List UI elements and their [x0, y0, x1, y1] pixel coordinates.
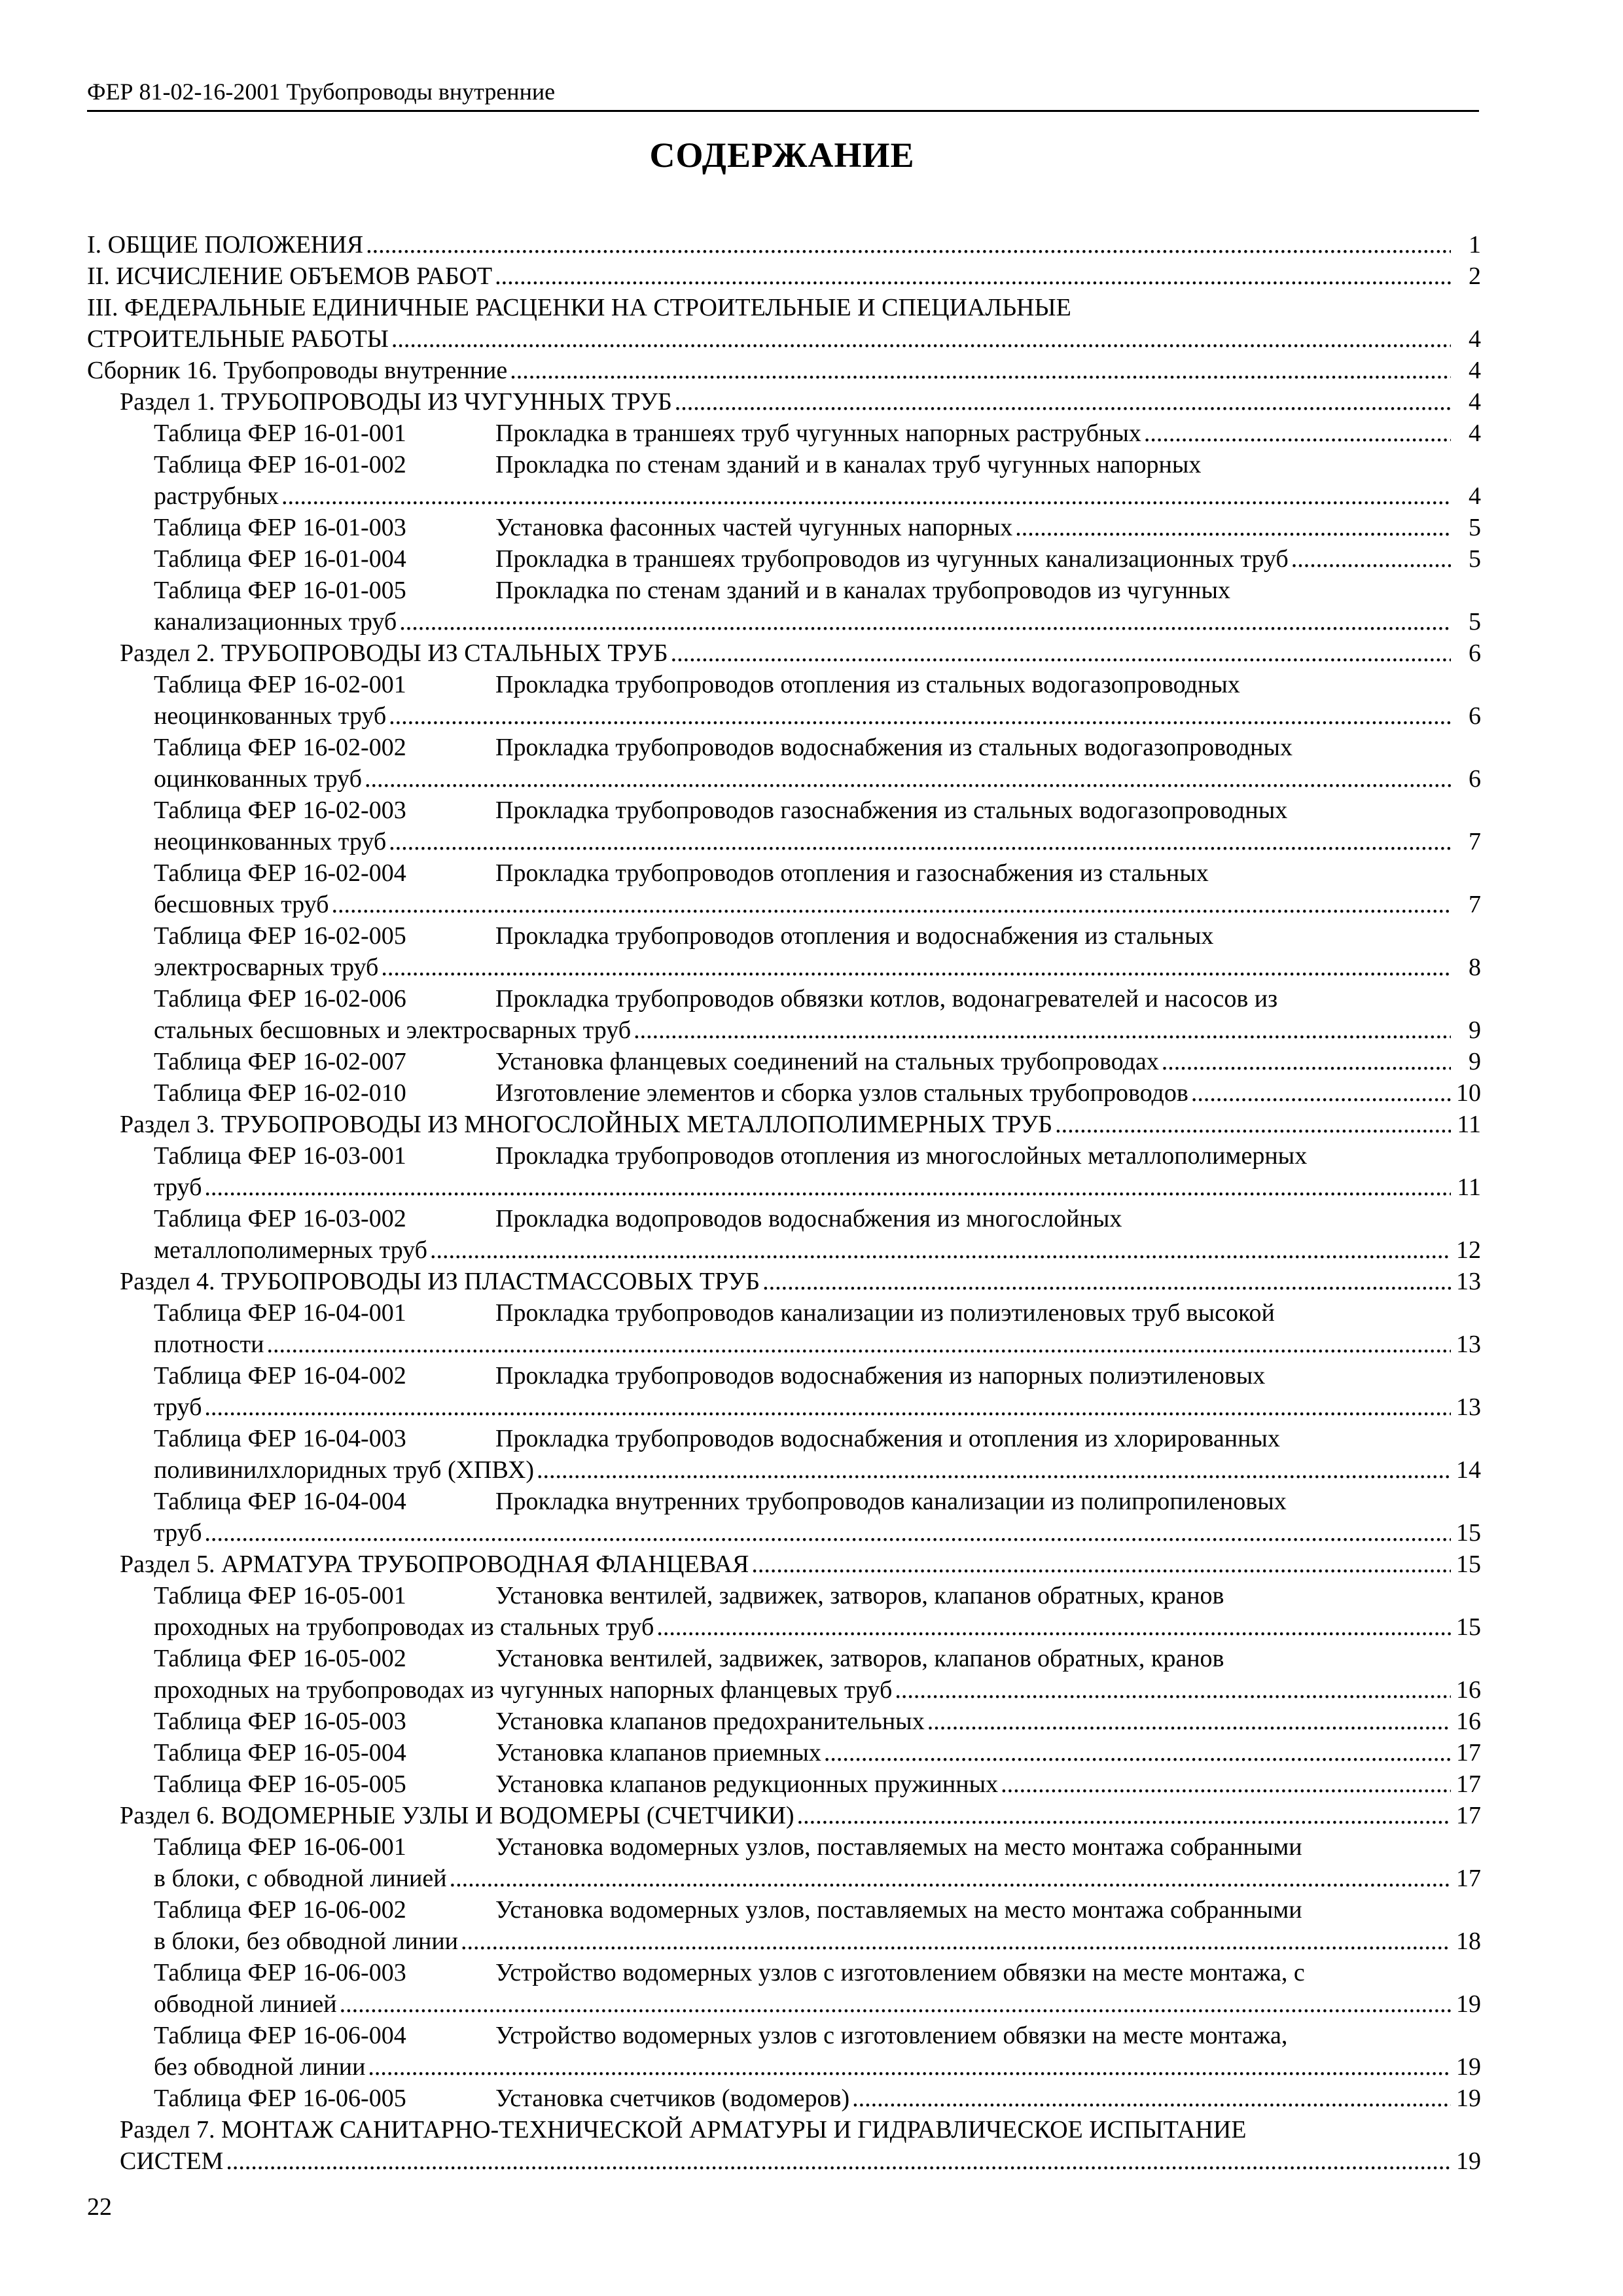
- toc-entry-line: [154, 606, 1481, 637]
- dot-leader: [762, 1266, 1451, 1297]
- dot-leader: [366, 229, 1451, 260]
- toc-table-code: Таблица ФЕР 16-02-003: [154, 797, 406, 824]
- toc-page-number: 15: [1456, 1519, 1481, 1547]
- toc-entry-title: Установка клапанов приемных: [495, 1739, 821, 1767]
- toc-entry-title: без обводной линии: [154, 2053, 366, 2081]
- toc-page-number: 8: [1469, 954, 1481, 981]
- toc-entry-line: [154, 1234, 1481, 1266]
- toc-entry-title: Установка фланцевых соединений на стальных трубопроводах: [495, 1048, 1159, 1075]
- toc-entry-title: Прокладка трубопроводов водоснабжения и отопления из хлорированных: [495, 1425, 1280, 1452]
- toc-entry: [87, 669, 1481, 732]
- toc-entry-title: Установка водомерных узлов, поставляемых на место монтажа собранными: [495, 1896, 1302, 1924]
- dot-leader: [204, 1517, 1451, 1549]
- toc-entry: [87, 1266, 1481, 1297]
- dot-leader: [1291, 543, 1451, 575]
- toc-entry-line: [120, 1549, 1481, 1580]
- toc-entry-title: Прокладка по стенам зданий и в каналах труб чугунных напорных: [495, 451, 1202, 478]
- toc-table-code: Таблица ФЕР 16-02-005: [154, 922, 406, 950]
- toc-table-code: Таблица ФЕР 16-03-001: [154, 1142, 406, 1170]
- toc-page-number: 4: [1469, 388, 1481, 416]
- toc-page-number: 19: [1456, 2147, 1481, 2175]
- toc-entry: [87, 418, 1481, 449]
- table-of-contents: [87, 229, 1481, 2177]
- page-title: СОДЕРЖАНИЕ: [649, 135, 915, 175]
- toc-table-code: Таблица ФЕР 16-02-010: [154, 1079, 406, 1107]
- toc-entry-title: Установка клапанов редукционных пружинных: [495, 1770, 999, 1798]
- dot-leader: [751, 1549, 1451, 1580]
- toc-entry: [87, 2020, 1481, 2083]
- toc-table-code: Таблица ФЕР 16-05-004: [154, 1739, 406, 1767]
- toc-page-number: 18: [1456, 1928, 1481, 1955]
- toc-entry: [87, 1957, 1481, 2020]
- toc-page-number: 4: [1469, 357, 1481, 384]
- toc-entry-title: обводной линией: [154, 1990, 337, 2018]
- toc-entry: [87, 1831, 1481, 1894]
- toc-entry-title: Прокладка трубопроводов водоснабжения из напорных полиэтиленовых: [495, 1362, 1266, 1390]
- toc-table-code: Таблица ФЕР 16-06-003: [154, 1959, 406, 1986]
- dot-leader: [1001, 1768, 1451, 1800]
- dot-leader: [204, 1391, 1451, 1423]
- toc-entry-line: [154, 1486, 1481, 1517]
- toc-entry-title: СИСТЕМ: [120, 2147, 224, 2175]
- toc-entry: [87, 292, 1481, 355]
- running-header: ФЕР 81-02-16-2001 Трубопроводы внутренние: [87, 73, 1479, 112]
- toc-table-code: Таблица ФЕР 16-01-005: [154, 577, 406, 604]
- toc-entry-title: Установка счетчиков (водомеров): [495, 2085, 850, 2112]
- toc-page-number: 4: [1469, 482, 1481, 510]
- toc-page-number: 10: [1456, 1079, 1481, 1107]
- toc-entry: [87, 1768, 1481, 1800]
- toc-page-number: 19: [1456, 1990, 1481, 2018]
- toc-entry-title: Прокладка трубопроводов водоснабжения из стальных водогазопроводных: [495, 734, 1293, 761]
- toc-entry-line: [154, 2051, 1481, 2083]
- toc-entry-title: Прокладка трубопроводов канализации из полиэтиленовых труб высокой: [495, 1299, 1275, 1327]
- toc-entry-title: Прокладка в траншеях трубопроводов из чугунных канализационных труб: [495, 545, 1289, 573]
- toc-entry-line: [154, 1580, 1481, 1611]
- toc-entry: [87, 920, 1481, 983]
- toc-page-number: 1: [1469, 231, 1481, 259]
- toc-entry-title: Сборник 16. Трубопроводы внутренние: [87, 357, 508, 384]
- toc-table-code: Таблица ФЕР 16-06-004: [154, 2022, 406, 2049]
- toc-table-code: Таблица ФЕР 16-01-004: [154, 545, 406, 573]
- toc-table-code: Таблица ФЕР 16-02-002: [154, 734, 406, 761]
- toc-entry: [87, 1643, 1481, 1706]
- toc-entry: [87, 512, 1481, 543]
- toc-entry-line: [154, 1360, 1481, 1391]
- dot-leader: [510, 355, 1451, 386]
- toc-table-code: Таблица ФЕР 16-04-001: [154, 1299, 406, 1327]
- toc-entry-line: [154, 1926, 1481, 1957]
- toc-entry-line: [120, 1266, 1481, 1297]
- dot-leader: [495, 260, 1451, 292]
- toc-entry-title: Прокладка трубопроводов отопления и газоснабжения из стальных: [495, 859, 1209, 887]
- toc-entry-line: [154, 1077, 1481, 1109]
- toc-page-number: 9: [1469, 1048, 1481, 1075]
- toc-page-number: 13: [1456, 1331, 1481, 1358]
- toc-entry-line: [154, 1517, 1481, 1549]
- toc-entry-title: Прокладка трубопроводов газоснабжения из стальных водогазопроводных: [495, 797, 1288, 824]
- toc-entry-title: Устройство водомерных узлов с изготовлением обвязки на месте монтажа,: [495, 2022, 1288, 2049]
- toc-entry-title: Раздел 1. ТРУБОПРОВОДЫ ИЗ ЧУГУННЫХ ТРУБ: [120, 388, 672, 416]
- dot-leader: [927, 1706, 1451, 1737]
- toc-entry-line: [154, 1140, 1481, 1172]
- toc-entry-line: [154, 1831, 1481, 1863]
- toc-entry-title: Установка вентилей, задвижек, затворов, клапанов обратных, кранов: [495, 1582, 1224, 1609]
- toc-entry-line: [154, 920, 1481, 952]
- dot-leader: [824, 1737, 1451, 1768]
- toc-entry-title: электросварных труб: [154, 954, 379, 981]
- toc-entry-line: [154, 1706, 1481, 1737]
- toc-entry-line: [154, 1768, 1481, 1800]
- toc-entry-line: [154, 1014, 1481, 1046]
- dot-leader: [1015, 512, 1451, 543]
- toc-entry-line: [154, 1423, 1481, 1454]
- dot-leader: [389, 826, 1451, 857]
- toc-table-code: Таблица ФЕР 16-01-003: [154, 514, 406, 541]
- toc-entry-title: Прокладка внутренних трубопроводов канализации из полипропиленовых: [495, 1488, 1287, 1515]
- dot-leader: [399, 606, 1451, 637]
- toc-entry-title: Установка водомерных узлов, поставляемых на место монтажа собранными: [495, 1833, 1302, 1861]
- toc-page-number: 7: [1469, 828, 1481, 855]
- toc-entry-line: [87, 229, 1481, 260]
- dot-leader: [381, 952, 1451, 983]
- toc-entry-line: [87, 323, 1481, 355]
- toc-page-number: 19: [1456, 2085, 1481, 2112]
- toc-entry-title: плотности: [154, 1331, 264, 1358]
- dot-leader: [368, 2051, 1451, 2083]
- toc-entry: [87, 543, 1481, 575]
- toc-entry-title: неоцинкованных труб: [154, 702, 387, 730]
- dot-leader: [895, 1674, 1451, 1706]
- toc-entry: [87, 449, 1481, 512]
- toc-table-code: Таблица ФЕР 16-01-001: [154, 420, 406, 447]
- toc-page-number: 5: [1469, 545, 1481, 573]
- toc-entry-line: [120, 386, 1481, 418]
- toc-entry-line: [154, 732, 1481, 763]
- toc-entry-line: [154, 795, 1481, 826]
- toc-page-number: 17: [1456, 1739, 1481, 1767]
- toc-entry-title: Установка вентилей, задвижек, затворов, клапанов обратных, кранов: [495, 1645, 1224, 1672]
- toc-table-code: Таблица ФЕР 16-02-001: [154, 671, 406, 698]
- toc-page-number: 7: [1469, 891, 1481, 918]
- dot-leader: [1162, 1046, 1451, 1077]
- toc-entry: [87, 1077, 1481, 1109]
- toc-entry-line: [154, 952, 1481, 983]
- toc-table-code: Таблица ФЕР 16-06-001: [154, 1833, 406, 1861]
- dot-leader: [340, 1988, 1451, 2020]
- toc-page-number: 4: [1469, 325, 1481, 353]
- toc-entry-title: Изготовление элементов и сборка узлов стальных трубопроводов: [495, 1079, 1188, 1107]
- toc-entry-title: Устройство водомерных узлов с изготовлением обвязки на месте монтажа, с: [495, 1959, 1305, 1986]
- dot-leader: [365, 763, 1451, 795]
- toc-entry-title: Прокладка трубопроводов отопления из стальных водогазопроводных: [495, 671, 1240, 698]
- toc-entry: [87, 732, 1481, 795]
- toc-entry-line: [154, 449, 1481, 480]
- toc-entry: [87, 1549, 1481, 1580]
- toc-entry-line: [154, 1297, 1481, 1329]
- dot-leader: [430, 1234, 1451, 1266]
- toc-page-number: 5: [1469, 514, 1481, 541]
- toc-entry-line: [154, 1674, 1481, 1706]
- toc-table-code: Таблица ФЕР 16-04-004: [154, 1488, 406, 1515]
- dot-leader: [461, 1926, 1451, 1957]
- toc-page-number: 16: [1456, 1708, 1481, 1735]
- toc-entry: [87, 983, 1481, 1046]
- toc-entry-line: [154, 1391, 1481, 1423]
- toc-entry-title: Раздел 2. ТРУБОПРОВОДЫ ИЗ СТАЛЬНЫХ ТРУБ: [120, 639, 668, 667]
- toc-entry-line: [120, 637, 1481, 669]
- toc-entry-title: Установка клапанов предохранительных: [495, 1708, 925, 1735]
- toc-entry-line: [154, 1611, 1481, 1643]
- toc-page-number: 2: [1469, 262, 1481, 290]
- toc-entry-title: Раздел 7. МОНТАЖ САНИТАРНО-ТЕХНИЧЕСКОЙ АРМАТУРЫ И ГИДРАВЛИЧЕСКОЕ ИСПЫТАНИЕ: [120, 2116, 1247, 2144]
- toc-page-number: 17: [1456, 1770, 1481, 1798]
- toc-table-code: Таблица ФЕР 16-06-005: [154, 2085, 406, 2112]
- toc-entry-line: [87, 292, 1481, 323]
- dot-leader: [675, 386, 1451, 418]
- toc-entry-line: [120, 2114, 1481, 2145]
- toc-entry-line: [154, 1737, 1481, 1768]
- dot-leader: [226, 2145, 1451, 2177]
- toc-entry-title: Прокладка трубопроводов отопления из многослойных металлополимерных: [495, 1142, 1308, 1170]
- toc-entry-title: металлополимерных труб: [154, 1236, 427, 1264]
- toc-entry-title: III. ФЕДЕРАЛЬНЫЕ ЕДИНИЧНЫЕ РАСЦЕНКИ НА СТРОИТЕЛЬНЫЕ И СПЕЦИАЛЬНЫЕ: [87, 294, 1071, 321]
- toc-entry-line: [154, 2020, 1481, 2051]
- toc-table-code: Таблица ФЕР 16-05-001: [154, 1582, 406, 1609]
- toc-page-number: 15: [1456, 1551, 1481, 1578]
- dot-leader: [1144, 418, 1451, 449]
- toc-entry-line: [154, 826, 1481, 857]
- toc-page-number: 19: [1456, 2053, 1481, 2081]
- toc-entry-line: [120, 2145, 1481, 2177]
- toc-entry-title: Прокладка по стенам зданий и в каналах трубопроводов из чугунных: [495, 577, 1231, 604]
- toc-entry-title: бесшовных труб: [154, 891, 329, 918]
- toc-page-number: 11: [1457, 1174, 1481, 1201]
- toc-entry: [87, 355, 1481, 386]
- toc-entry-title: Раздел 6. ВОДОМЕРНЫЕ УЗЛЫ И ВОДОМЕРЫ (СЧЕТЧИКИ): [120, 1802, 794, 1829]
- toc-entry-title: труб: [154, 1174, 202, 1201]
- toc-page-number: 17: [1456, 1802, 1481, 1829]
- toc-entry-line: [154, 889, 1481, 920]
- toc-entry: [87, 1737, 1481, 1768]
- dot-leader: [797, 1800, 1451, 1831]
- toc-entry: [87, 1140, 1481, 1203]
- toc-entry-line: [154, 418, 1481, 449]
- toc-entry: [87, 857, 1481, 920]
- dot-leader: [633, 1014, 1451, 1046]
- toc-entry-title: неоцинкованных труб: [154, 828, 387, 855]
- toc-entry-title: Раздел 3. ТРУБОПРОВОДЫ ИЗ МНОГОСЛОЙНЫХ МЕТАЛЛОПОЛИМЕРНЫХ ТРУБ: [120, 1111, 1053, 1138]
- toc-entry-line: [154, 480, 1481, 512]
- toc-entry: [87, 386, 1481, 418]
- toc-entry-title: раструбных: [154, 482, 279, 510]
- toc-entry-line: [154, 1046, 1481, 1077]
- toc-table-code: Таблица ФЕР 16-05-003: [154, 1708, 406, 1735]
- toc-entry: [87, 1203, 1481, 1266]
- toc-entry-title: II. ИСЧИСЛЕНИЕ ОБЪЕМОВ РАБОТ: [87, 262, 493, 290]
- toc-table-code: Таблица ФЕР 16-01-002: [154, 451, 406, 478]
- toc-page-number: 12: [1456, 1236, 1481, 1264]
- toc-entry-line: [154, 2083, 1481, 2114]
- toc-entry: [87, 1297, 1481, 1360]
- toc-page-number: 13: [1456, 1393, 1481, 1421]
- toc-entry-title: Прокладка водопроводов водоснабжения из многослойных: [495, 1205, 1122, 1232]
- dot-leader: [389, 700, 1451, 732]
- dot-leader: [537, 1454, 1451, 1486]
- toc-entry: [87, 1580, 1481, 1643]
- dot-leader: [204, 1172, 1451, 1203]
- toc-entry-line: [154, 857, 1481, 889]
- toc-entry: [87, 1894, 1481, 1957]
- dot-leader: [391, 323, 1451, 355]
- toc-entry-line: [154, 1203, 1481, 1234]
- toc-entry-title: проходных на трубопроводах из чугунных напорных фланцевых труб: [154, 1676, 893, 1704]
- dot-leader: [671, 637, 1451, 669]
- toc-entry-line: [154, 1988, 1481, 2020]
- toc-entry-line: [120, 1109, 1481, 1140]
- toc-entry-title: Прокладка трубопроводов обвязки котлов, водонагревателей и насосов из: [495, 985, 1278, 1013]
- toc-entry: [87, 637, 1481, 669]
- toc-entry-line: [154, 1957, 1481, 1988]
- toc-entry-title: в блоки, без обводной линии: [154, 1928, 458, 1955]
- toc-page-number: 6: [1469, 765, 1481, 793]
- toc-table-code: Таблица ФЕР 16-02-004: [154, 859, 406, 887]
- dot-leader: [281, 480, 1451, 512]
- toc-entry: [87, 2114, 1481, 2177]
- dot-leader: [331, 889, 1451, 920]
- toc-entry-title: Прокладка в траншеях труб чугунных напорных раструбных: [495, 420, 1141, 447]
- toc-entry: [87, 260, 1481, 292]
- toc-entry-line: [120, 1800, 1481, 1831]
- toc-entry-title: Установка фасонных частей чугунных напорных: [495, 514, 1013, 541]
- toc-entry-line: [154, 763, 1481, 795]
- toc-entry-line: [154, 669, 1481, 700]
- toc-entry-title: поливинилхлоридных труб (ХПВХ): [154, 1456, 534, 1484]
- toc-entry-title: СТРОИТЕЛЬНЫЕ РАБОТЫ: [87, 325, 389, 353]
- toc-entry: [87, 1423, 1481, 1486]
- toc-entry-title: канализационных труб: [154, 608, 397, 636]
- toc-entry-title: Прокладка трубопроводов отопления и водоснабжения из стальных: [495, 922, 1214, 950]
- dot-leader: [267, 1329, 1452, 1360]
- toc-page-number: 13: [1456, 1268, 1481, 1295]
- toc-entry-title: труб: [154, 1519, 202, 1547]
- toc-page-number: 15: [1456, 1613, 1481, 1641]
- toc-entry: [87, 575, 1481, 637]
- toc-entry: [87, 229, 1481, 260]
- toc-page-number: 16: [1456, 1676, 1481, 1704]
- toc-entry: [87, 2083, 1481, 2114]
- toc-page-number: 11: [1457, 1111, 1481, 1138]
- toc-table-code: Таблица ФЕР 16-05-002: [154, 1645, 406, 1672]
- toc-entry: [87, 795, 1481, 857]
- toc-entry-title: оцинкованных труб: [154, 765, 362, 793]
- dot-leader: [1055, 1109, 1451, 1140]
- toc-entry-line: [154, 700, 1481, 732]
- toc-entry: [87, 1109, 1481, 1140]
- toc-page-number: 6: [1469, 639, 1481, 667]
- toc-page-number: 14: [1456, 1456, 1481, 1484]
- page-number: 22: [87, 2193, 112, 2221]
- toc-entry: [87, 1800, 1481, 1831]
- toc-table-code: Таблица ФЕР 16-02-007: [154, 1048, 406, 1075]
- dot-leader: [852, 2083, 1451, 2114]
- toc-entry-line: [154, 1643, 1481, 1674]
- toc-entry-title: Раздел 4. ТРУБОПРОВОДЫ ИЗ ПЛАСТМАССОВЫХ ТРУБ: [120, 1268, 760, 1295]
- toc-entry-line: [154, 512, 1481, 543]
- toc-entry-title: в блоки, с обводной линией: [154, 1865, 447, 1892]
- toc-entry-line: [154, 1172, 1481, 1203]
- toc-entry-line: [154, 1863, 1481, 1894]
- toc-page-number: 4: [1469, 420, 1481, 447]
- toc-page-number: 17: [1456, 1865, 1481, 1892]
- toc-page-number: 5: [1469, 608, 1481, 636]
- toc-table-code: Таблица ФЕР 16-05-005: [154, 1770, 406, 1798]
- toc-entry-line: [87, 260, 1481, 292]
- toc-entry-title: стальных бесшовных и электросварных труб: [154, 1016, 632, 1044]
- toc-entry-title: Раздел 5. АРМАТУРА ТРУБОПРОВОДНАЯ ФЛАНЦЕВАЯ: [120, 1551, 749, 1578]
- toc-page-number: 6: [1469, 702, 1481, 730]
- toc-entry-line: [87, 355, 1481, 386]
- dot-leader: [450, 1863, 1451, 1894]
- toc-entry: [87, 1706, 1481, 1737]
- dot-leader: [1191, 1077, 1451, 1109]
- toc-table-code: Таблица ФЕР 16-04-002: [154, 1362, 406, 1390]
- toc-table-code: Таблица ФЕР 16-04-003: [154, 1425, 406, 1452]
- toc-entry-line: [154, 1454, 1481, 1486]
- toc-entry-title: труб: [154, 1393, 202, 1421]
- toc-entry-line: [154, 543, 1481, 575]
- toc-table-code: Таблица ФЕР 16-02-006: [154, 985, 406, 1013]
- toc-table-code: Таблица ФЕР 16-03-002: [154, 1205, 406, 1232]
- toc-table-code: Таблица ФЕР 16-06-002: [154, 1896, 406, 1924]
- toc-entry-line: [154, 983, 1481, 1014]
- toc-entry-line: [154, 575, 1481, 606]
- dot-leader: [656, 1611, 1451, 1643]
- toc-page-number: 9: [1469, 1016, 1481, 1044]
- toc-entry-title: I. ОБЩИЕ ПОЛОЖЕНИЯ: [87, 231, 364, 259]
- toc-entry-line: [154, 1894, 1481, 1926]
- toc-entry: [87, 1360, 1481, 1423]
- toc-entry-title: проходных на трубопроводах из стальных труб: [154, 1613, 654, 1641]
- toc-entry: [87, 1046, 1481, 1077]
- toc-entry: [87, 1486, 1481, 1549]
- toc-entry-line: [154, 1329, 1481, 1360]
